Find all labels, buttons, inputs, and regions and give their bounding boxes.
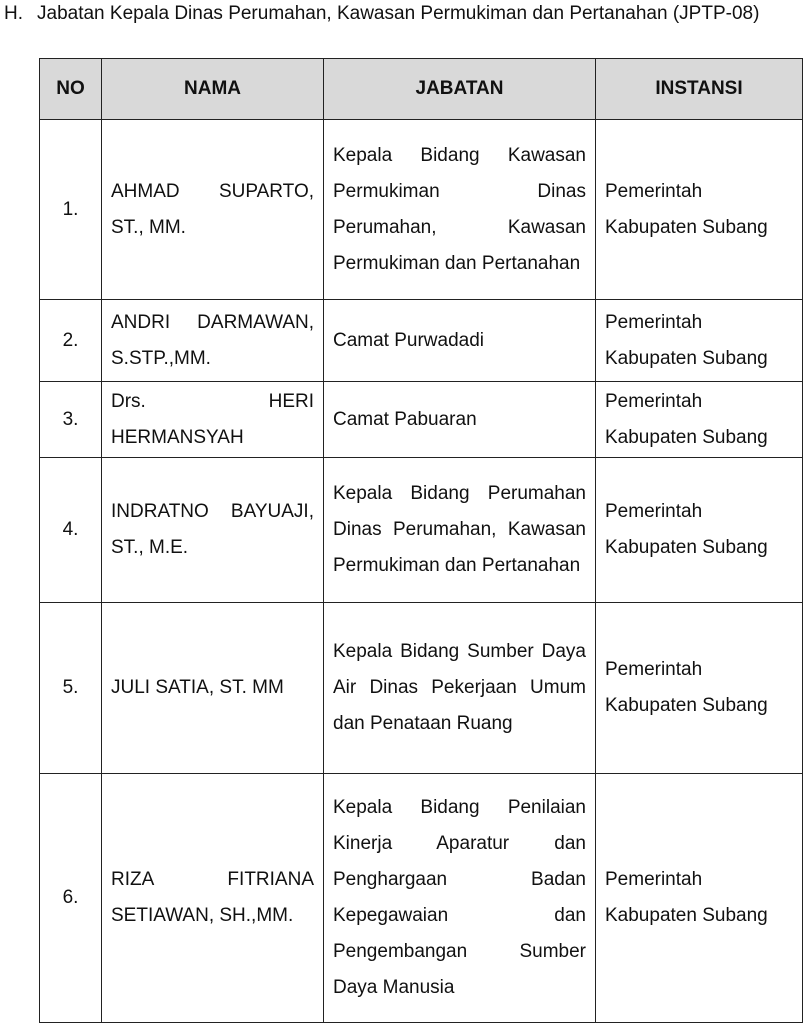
table-row (40, 120, 803, 300)
cell-nama: AHMAD SUPARTO, ST., MM. (102, 120, 324, 300)
cell-jabatan: Kepala Bidang Sumber Daya Air Dinas Pekerjaan Umum dan Penataan Ruang (324, 603, 596, 774)
table-header-row (40, 59, 803, 120)
cell-instansi: Pemerintah Kabupaten Subang (596, 120, 803, 300)
candidate-table (39, 58, 803, 1023)
cell-instansi: Pemerintah Kabupaten Subang (596, 382, 803, 458)
section-letter: H. (4, 3, 23, 24)
header-instansi: INSTANSI (596, 59, 803, 120)
cell-jabatan: Camat Purwadadi (324, 300, 596, 382)
header-nama: NAMA (102, 59, 324, 120)
header-no: NO (40, 59, 102, 120)
cell-nama: ANDRI DARMAWAN, S.STP.,MM. (102, 300, 324, 382)
cell-instansi: Pemerintah Kabupaten Subang (596, 603, 803, 774)
table-row (40, 774, 803, 1023)
cell-jabatan: Camat Pabuaran (324, 382, 596, 458)
table-row (40, 382, 803, 458)
cell-nama: Drs. HERI HERMANSYAH (102, 382, 324, 458)
cell-jabatan: Kepala Bidang Penilaian Kinerja Aparatur dan Penghargaan Badan Kepegawaian dan Pengembangan Sumber Daya Manusia (324, 774, 596, 1023)
cell-no: 5. (40, 603, 102, 774)
cell-no: 4. (40, 458, 102, 603)
cell-instansi: Pemerintah Kabupaten Subang (596, 774, 803, 1023)
cell-instansi: Pemerintah Kabupaten Subang (596, 300, 803, 382)
section-title: Jabatan Kepala Dinas Perumahan, Kawasan Permukiman dan Pertanahan (JPTP-08) (37, 3, 760, 24)
cell-nama: INDRATNO BAYUAJI, ST., M.E. (102, 458, 324, 603)
cell-no: 2. (40, 300, 102, 382)
cell-nama: JULI SATIA, ST. MM (102, 603, 324, 774)
cell-no: 3. (40, 382, 102, 458)
table-row (40, 458, 803, 603)
cell-no: 6. (40, 774, 102, 1023)
header-jabatan: JABATAN (324, 59, 596, 120)
cell-no: 1. (40, 120, 102, 300)
cell-jabatan: Kepala Bidang Kawasan Permukiman Dinas Perumahan, Kawasan Permukiman dan Pertanahan (324, 120, 596, 300)
table-row (40, 603, 803, 774)
cell-jabatan: Kepala Bidang Perumahan Dinas Perumahan, Kawasan Permukiman dan Pertanahan (324, 458, 596, 603)
table-row (40, 300, 803, 382)
cell-nama: RIZA FITRIANA SETIAWAN, SH.,MM. (102, 774, 324, 1023)
cell-instansi: Pemerintah Kabupaten Subang (596, 458, 803, 603)
